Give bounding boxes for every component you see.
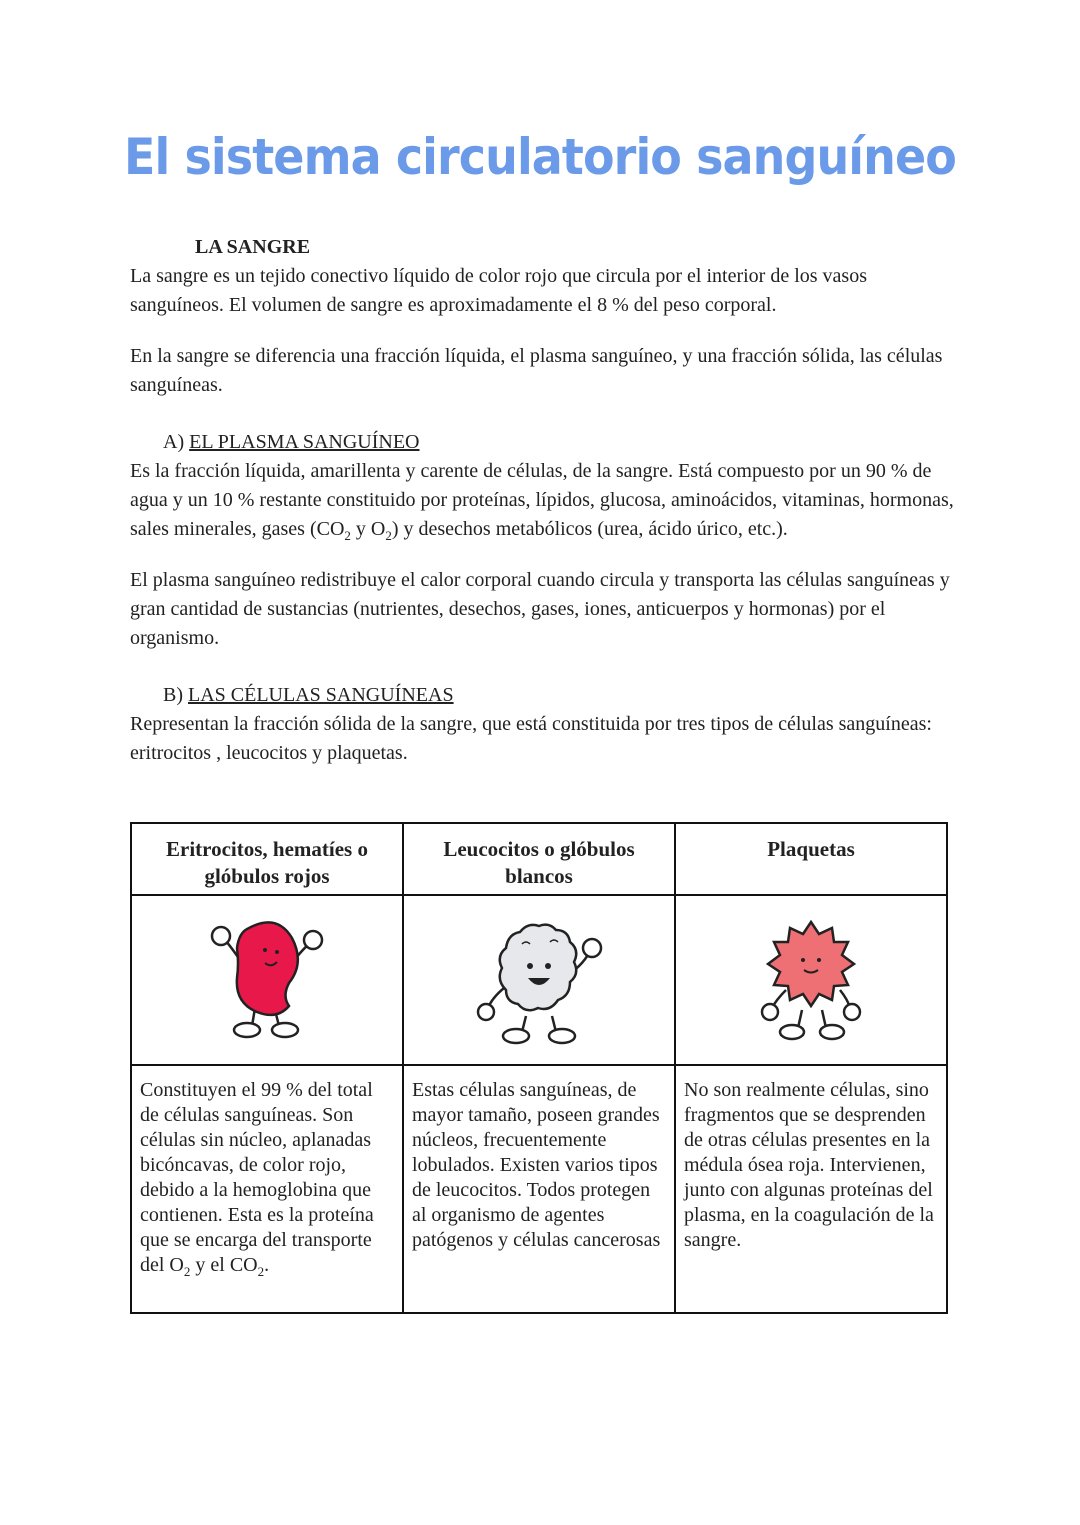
sangre-paragraph-1: La sangre es un tejido conectivo líquido de color rojo que circula por el interior de los vasos sanguíneos. El volumen de sangre es aproximadamente el 8 % del peso corporal.: [130, 265, 868, 316]
main-content: [130, 233, 960, 768]
table-cell-white-cell-image: [403, 895, 675, 1065]
table-cell-red-cell-image: [131, 895, 403, 1065]
table-cell-eritrocitos-description: Constituyen el 99 % del total de células sanguíneas. Son células sin núcleo, aplanadas bicóncavas, de color rojo, debido a la hemoglobina que contienen. Esta es la proteína que se encarga del transporte del $O_2$ y el $CO_2$.: [131, 1065, 403, 1313]
table-header-eritrocitos: Eritrocitos, hematíes o glóbulos rojos: [131, 823, 403, 895]
table-header-leucocitos: Leucocitos o glóbulos blancos: [403, 823, 675, 895]
platelet-icon: [746, 908, 876, 1048]
blood-cells-table: [130, 822, 948, 1314]
red-blood-cell-icon: [197, 908, 337, 1048]
section-heading-celulas: B) LAS CÉLULAS SANGUÍNEAS: [163, 684, 454, 706]
sangre-paragraph-2: En la sangre se diferencia una fracción líquida, el plasma sanguíneo, y una fracción sólida, las células sanguíneas.: [130, 345, 943, 396]
section-heading-plasma: A) EL PLASMA SANGUÍNEO: [163, 431, 420, 453]
table-header-plaquetas: Plaquetas: [675, 823, 947, 895]
table-cell-plaquetas-description: No son realmente células, sino fragmentos que se desprenden de otras células presentes en la médula ósea roja. Intervienen, junto con algunas proteínas del plasma, en la coagulación de la sangre.: [675, 1065, 947, 1313]
page-title: El sistema circulatorio sanguíneo: [124, 128, 956, 186]
plasma-paragraph-1: Es la fracción líquida, amarillenta y carente de células, de la sangre. Está compuesto por un 90 % de agua y un 10 % restante constituido por proteínas, lípidos, glucosa, aminoácidos, vitaminas, hormonas, sales minerales, gases ($CO_2$ y $O_2$) y desechos metabólicos (urea, ácido úrico, etc.).: [130, 460, 954, 543]
plasma-paragraph-2: El plasma sanguíneo redistribuye el calor corporal cuando circula y transporta las células sanguíneas y gran cantidad de sustancias (nutrientes, desechos, gases, iones, anticuerpos y hormonas) por el organismo.: [130, 569, 950, 649]
white-blood-cell-icon: [464, 908, 614, 1048]
celulas-paragraph-1: Representan la fracción sólida de la sangre, que está constituida por tres tipos de células sanguíneas: eritrocitos , leucocitos y plaquetas.: [130, 713, 932, 764]
section-heading-sangre: LA SANGRE: [195, 236, 311, 258]
table-cell-platelet-image: [675, 895, 947, 1065]
table-cell-leucocitos-description: Estas células sanguíneas, de mayor tamaño, poseen grandes núcleos, frecuentemente lobulados. Existen varios tipos de leucocitos. Todos protegen al organismo de agentes patógenos y células cancerosas: [403, 1065, 675, 1313]
